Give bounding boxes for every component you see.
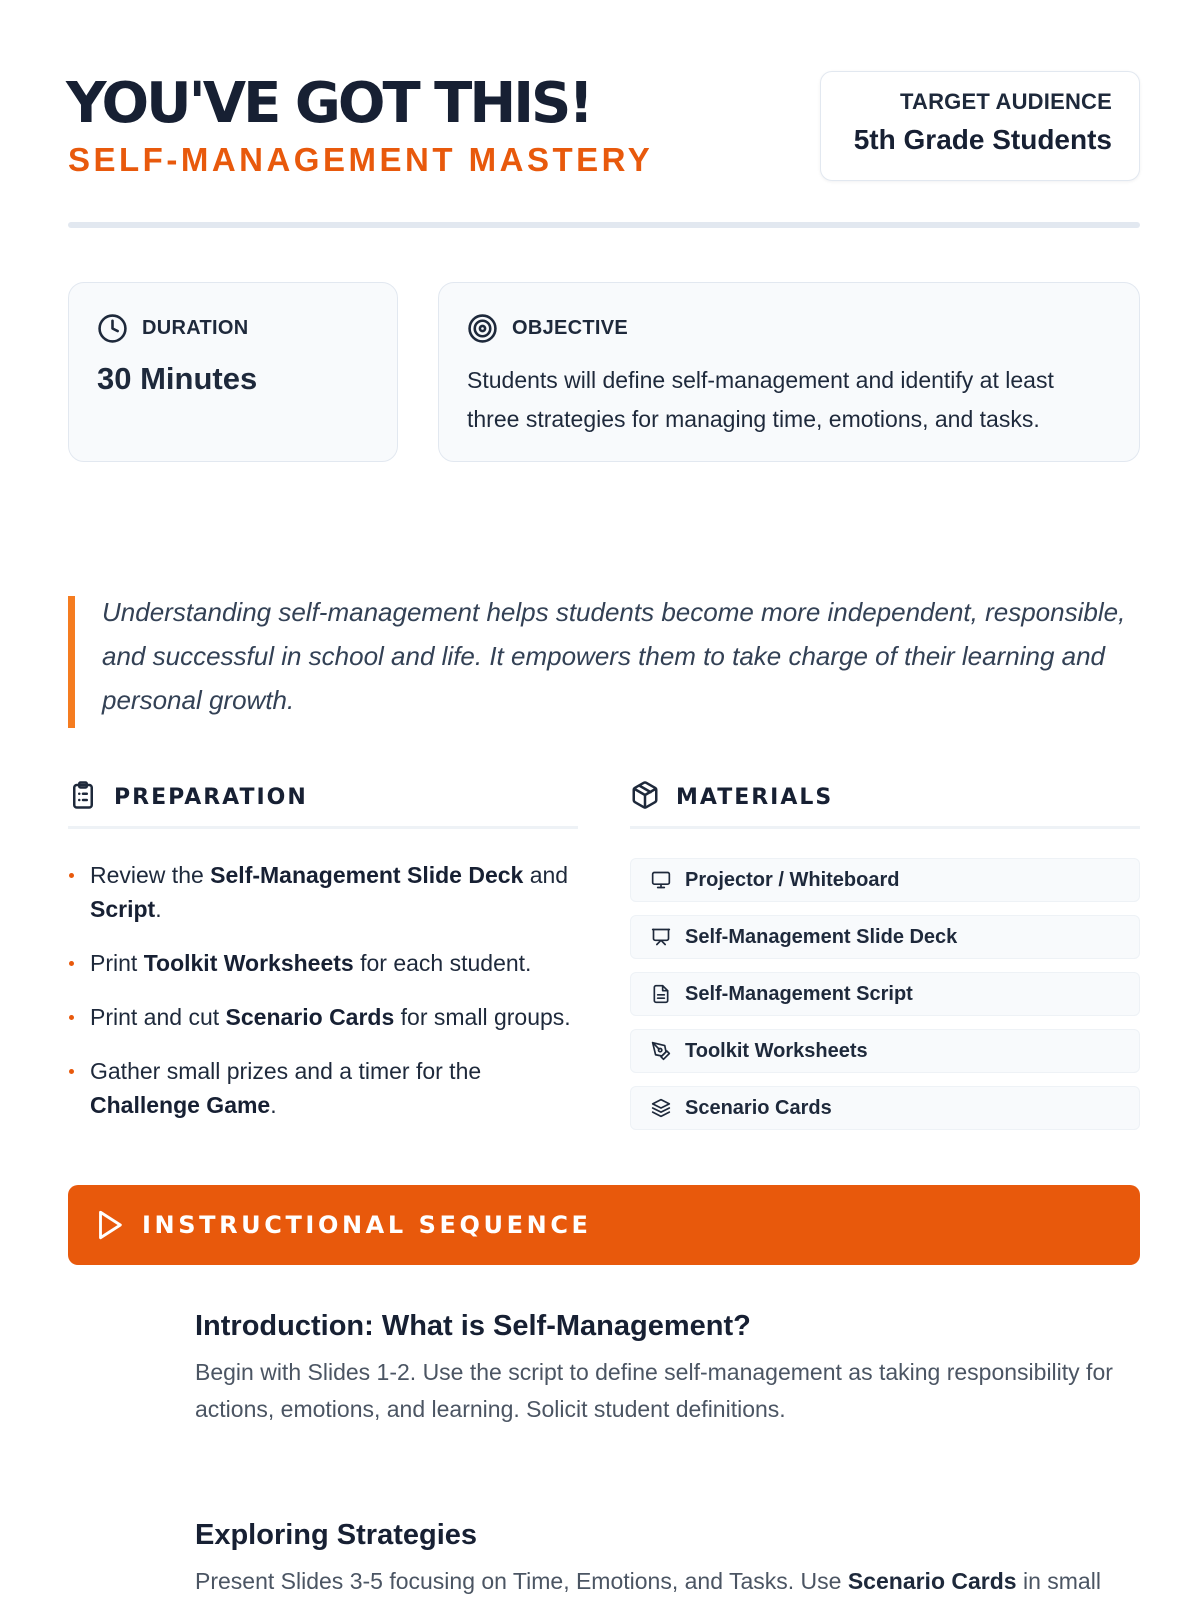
package-icon [630,780,660,815]
layers-icon [651,1098,671,1118]
header [68,70,1140,180]
target-audience-value: 5th Grade Students [853,124,1112,155]
quote-text: Understanding self-management helps students become more independent, responsible, and successful in school and life. It empowers them to take charge of their learning and personal growth. [102,597,1126,715]
step-title: Introduction: What is Self-Management? [195,1310,751,1342]
target-audience-label: TARGET AUDIENCE [900,89,1112,114]
objective-text: Students will define self-management and identify at least three strategies for managing time, emotions, and tasks. [467,367,1054,432]
material-label: Self-Management Slide Deck [685,925,958,948]
header-divider [68,222,1140,228]
step-title: Exploring Strategies [195,1519,478,1551]
sequence-step [195,1307,1140,1428]
list-item [630,1029,1140,1073]
pen-tool-icon [651,1041,671,1061]
clipboard-icon [68,780,98,815]
list-item [630,1086,1140,1130]
list-item: Review the Self-Management Slide Deck and Script. [68,858,578,926]
duration-card [68,282,398,462]
document-icon [651,984,671,1004]
step-description: Begin with Slides 1-2. Use the script to define self-management as taking responsibility for actions, emotions, and learning. Solicit student definitions. [195,1359,1113,1422]
objective-label: OBJECTIVE [512,317,629,339]
sequence-title: INSTRUCTIONAL SEQUENCE [142,1211,592,1239]
list-item: Print and cut Scenario Cards for small groups. [68,1000,578,1034]
materials-rule [630,826,1140,829]
material-label: Projector / Whiteboard [685,868,900,891]
objective-card [438,282,1140,462]
clock-icon [97,313,128,344]
page-subtitle: SELF-MANAGEMENT MASTERY [68,141,654,178]
sequence-step [195,1516,1140,1600]
page-title: YOU'VE GOT THIS! [66,71,591,136]
list-item [630,858,1140,902]
presentation-icon [651,927,671,947]
lesson-plan-page [68,0,1140,1600]
step-description: Present Slides 3-5 focusing on Time, Emotions, and Tasks. Use Scenario Cards in small [195,1568,1101,1594]
instructional-sequence-banner [68,1185,1140,1265]
preparation-list [68,858,578,1142]
target-audience-box [820,71,1140,181]
duration-label: DURATION [142,317,249,339]
list-item: Print Toolkit Worksheets for each student. [68,946,578,980]
material-label: Toolkit Worksheets [685,1039,868,1062]
play-icon [92,1208,126,1242]
list-item [630,972,1140,1016]
materials-title: MATERIALS [676,785,834,810]
preparation-title: PREPARATION [114,785,308,810]
rationale-quote [68,596,1140,728]
list-item [630,915,1140,959]
material-label: Scenario Cards [685,1096,832,1119]
material-label: Self-Management Script [685,982,913,1005]
target-icon [467,313,498,344]
materials-list [630,858,1140,1143]
preparation-rule [68,826,578,829]
monitor-icon [651,870,671,890]
duration-value: 30 Minutes [97,361,258,396]
list-item: Gather small prizes and a timer for the Challenge Game. [68,1054,578,1122]
